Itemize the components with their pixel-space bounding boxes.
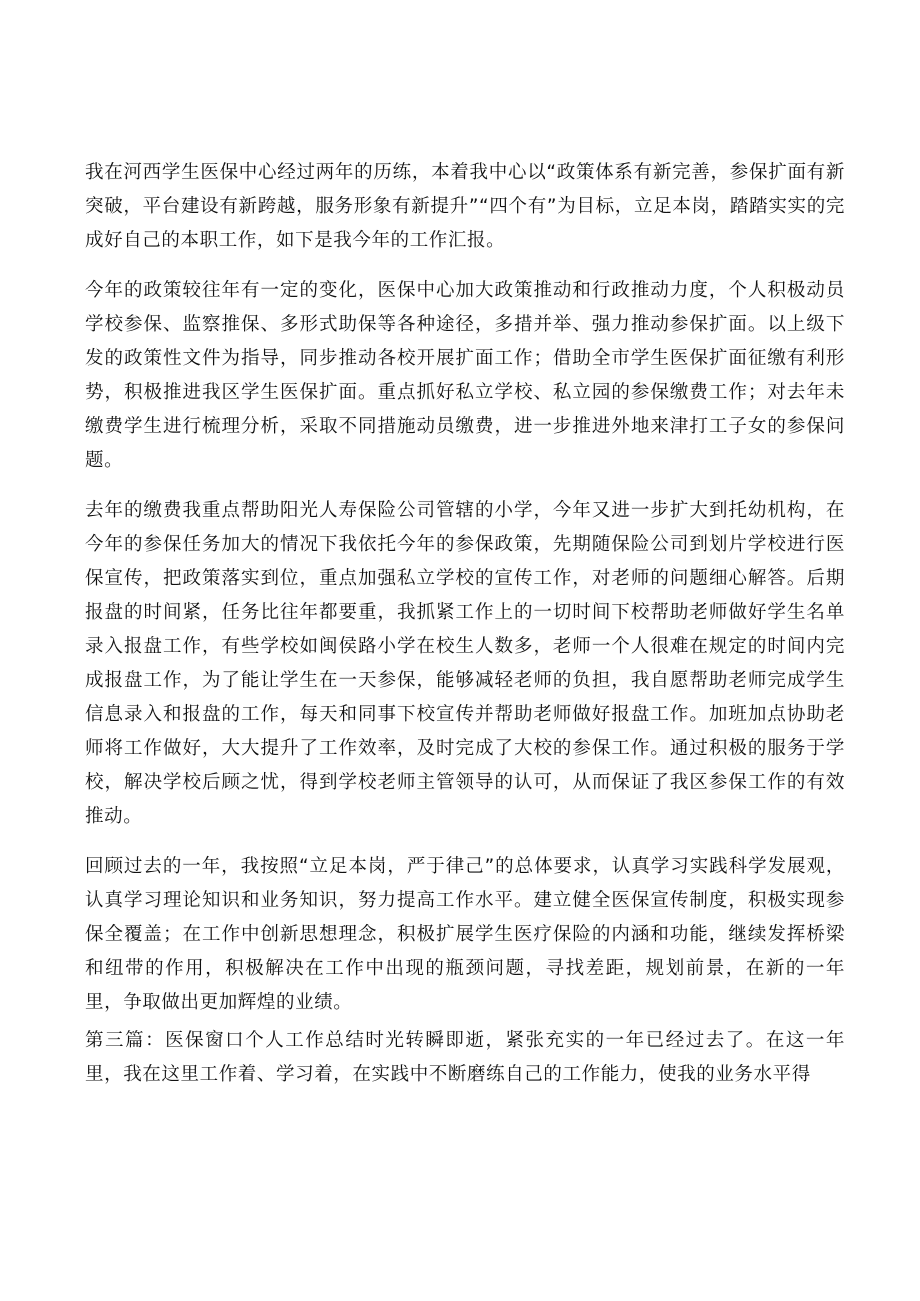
paragraph-4: 回顾过去的一年，我按照“立足本岗，严于律己”的总体要求，认真学习实践科学发展观，认真学习理论知识和业务知识，努力提高工作水平。建立健全医保宣传制度，积极实现参保全覆盖；在工作中创新思想理念，积极扩展学生医疗保险的内涵和功能，继续发挥桥梁和纽带的作用，积极解决在工作中出现的瓶颈问题，寻找差距，规划前景，在新的一年里，争取做出更加辉煌的业绩。 [85,856,845,1013]
paragraph-1: 我在河西学生医保中心经过两年的历练，本着我中心以“政策体系有新完善，参保扩面有新突破，平台建设有新跨越，服务形象有新提升”“四个有”为目标，立足本岗，踏踏实实的完成好自己的本职工作，如下是我今年的工作汇报。 [85,162,845,251]
paragraph-5: 第三篇：医保窗口个人工作总结时光转瞬即逝，紧张充实的一年已经过去了。在这一年里，我在这里工作着、学习着，在实践中不断磨练自己的工作能力，使我的业务水平得 [85,1030,845,1085]
paragraph-3: 去年的缴费我重点帮助阳光人寿保险公司管辖的小学，今年又进一步扩大到托幼机构，在今年的参保任务加大的情况下我依托今年的参保政策，先期随保险公司到划片学校进行医保宣传，把政策落实到位，重点加强私立学校的宣传工作，对老师的问题细心解答。后期报盘的时间紧，任务比往年都要重，我抓紧工作上的一切时间下校帮助老师做好学生名单录入报盘工作，有些学校如闽侯路小学在校生人数多，老师一个人很难在规定的时间内完成报盘工作，为了能让学生在一天参保，能够减轻老师的负担，我自愿帮助老师完成学生信息录入和报盘的工作，每天和同事下校宣传并帮助老师做好报盘工作。加班加点协助老师将工作做好，大大提升了工作效率，及时完成了大校的参保工作。通过积极的服务于学校，解决学校后顾之忧，得到学校老师主管领导的认可，从而保证了我区参保工作的有效推动。 [85,500,845,827]
paragraph-2: 今年的政策较往年有一定的变化，医保中心加大政策推动和行政推动力度，个人积极动员学校参保、监察推保、多形式助保等各种途径，多措并举、强力推动参保扩面。以上级下发的政策性文件为指导，同步推动各校开展扩面工作；借助全市学生医保扩面征缴有利形势，积极推进我区学生医保扩面。重点抓好私立学校、私立园的参保缴费工作；对去年未缴费学生进行梳理分析，采取不同措施动员缴费，进一步推进外地来津打工子女的参保问题。 [85,280,845,471]
document-body [85,156,845,1108]
